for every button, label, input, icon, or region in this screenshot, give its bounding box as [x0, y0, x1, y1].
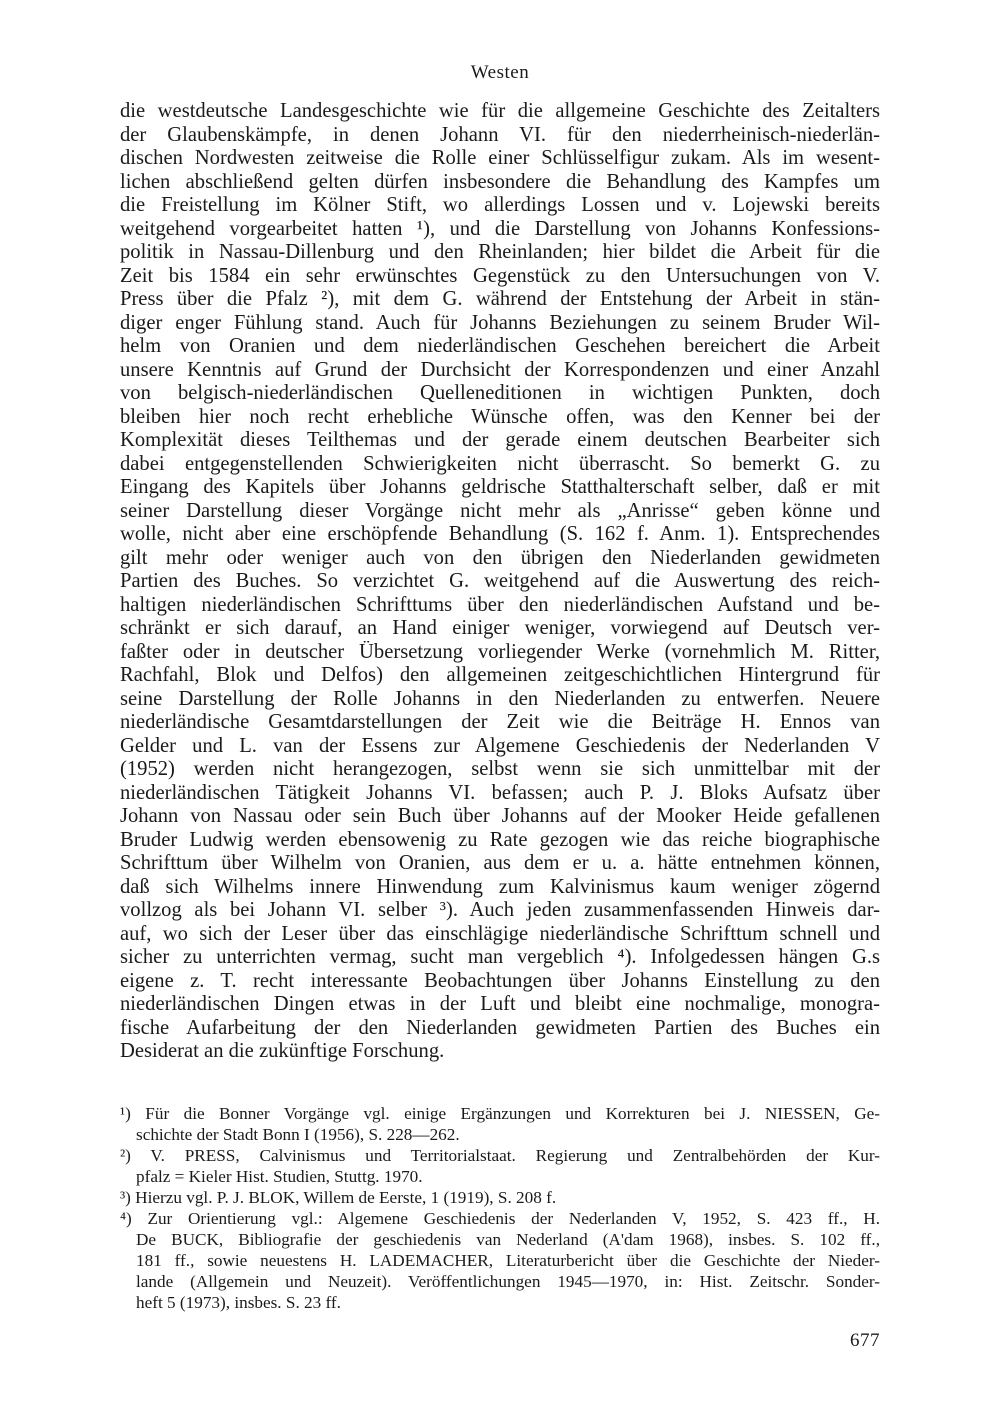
body-line: daß sich Wilhelms innere Hinwendung zum Kalvinismus kaum weniger zögernd [120, 875, 880, 898]
body-line: bleiben hier noch recht erhebliche Wünsche offen, was den Kenner bei der [120, 405, 880, 428]
body-line: dabei entgegenstellenden Schwierigkeiten nicht überrascht. So bemerkt G. zu [120, 452, 880, 475]
body-line: niederländischen Tätigkeit Johanns VI. befassen; auch P. J. Bloks Aufsatz über [120, 781, 880, 804]
body-line: schränkt er sich darauf, an Hand einiger weniger, vorwiegend auf Deutsch ver- [120, 617, 880, 639]
body-line: helm von Oranien und dem niederländischen Geschehen bereichert die Arbeit [120, 335, 880, 357]
body-line: seiner Darstellung dieser Vorgänge nicht mehr als „Anrisse“ geben könne und [120, 499, 880, 522]
body-line: von belgisch-niederländischen Quelleneditionen in wichtigen Punkten, doch [120, 382, 880, 404]
footnote-line: ⁴) Zur Orientierung vgl.: Algemene Geschiedenis der Nederlanden V, 1952, S. 423 ff., H. [120, 1209, 880, 1228]
body-text [120, 100, 880, 1064]
body-line: unsere Kenntnis auf Grund der Durchsicht der Korrespondenzen und einer Anzahl [120, 358, 880, 381]
footnote-line: pfalz = Kieler Hist. Studien, Stuttg. 1970. [136, 1167, 423, 1186]
body-line: (1952) werden nicht herangezogen, selbst wenn sie sich unmittelbar mit der [120, 758, 880, 780]
page-number: 677 [850, 1330, 880, 1351]
footnotes [120, 1103, 880, 1313]
body-line: Desiderat an die zukünftige Forschung. [120, 1040, 445, 1062]
body-line: Schrifttum über Wilhelm von Oranien, aus dem er u. a. hätte entnehmen können, [120, 852, 880, 874]
footnote-line: heft 5 (1973), insbes. S. 23 ff. [136, 1293, 341, 1312]
body-line: lichen abschließend gelten dürfen insbesondere die Behandlung des Kampfes um [120, 170, 880, 193]
body-line: fische Aufarbeitung der den Niederlanden gewidmeten Partien des Buches ein [120, 1016, 880, 1039]
body-line: diger enger Fühlung stand. Auch für Johanns Beziehungen zu seinem Bruder Wil- [120, 311, 880, 334]
body-line: Johann von Nassau oder sein Buch über Johanns auf der Mooker Heide gefallenen [120, 805, 880, 827]
body-line: auf, wo sich der Leser über das einschlägige niederländische Schrifttum schnell und [120, 922, 880, 945]
body-line: vollzog als bei Johann VI. selber ³). Auch jeden zusammenfassenden Hinweis dar- [120, 899, 880, 921]
body-line: die westdeutsche Landesgeschichte wie für die allgemeine Geschichte des Zeitalters [120, 100, 880, 122]
footnote-line: schichte der Stadt Bonn I (1956), S. 228—262. [136, 1125, 460, 1144]
body-line: faßter oder in deutscher Übersetzung vorliegender Werke (vornehmlich M. Ritter, [120, 640, 880, 663]
body-line: haltigen niederländischen Schrifttums über den niederländischen Aufstand und be- [120, 593, 880, 616]
footnote-line: ³) Hierzu vgl. P. J. BLOK, Willem de Eerste, 1 (1919), S. 208 f. [120, 1188, 557, 1207]
body-line: der Glaubenskämpfe, in denen Johann VI. für den niederrheinisch-niederlän- [120, 123, 880, 146]
footnote-line: ²) V. PRESS, Calvinismus und Territorialstaat. Regierung und Zentralbehörden der Kur- [120, 1146, 880, 1165]
body-line: Bruder Ludwig werden ebensowenig zu Rate gezogen wie das reiche biographische [120, 828, 880, 851]
body-line: Press über die Pfalz ²), mit dem G. während der Entstehung der Arbeit in stän- [120, 288, 880, 310]
body-line: Gelder und L. van der Essens zur Algemene Geschiedenis der Nederlanden V [120, 734, 880, 757]
body-line: gilt mehr oder weniger auch von den übrigen den Niederlanden gewidmeten [120, 546, 880, 569]
body-line: Eingang des Kapitels über Johanns geldrische Statthalterschaft selber, daß er mit [120, 476, 880, 498]
footnote-line: lande (Allgemein und Neuzeit). Veröffentlichungen 1945—1970, in: Hist. Zeitschr. Sonder- [136, 1272, 880, 1291]
body-line: Zeit bis 1584 ein sehr erwünschtes Gegenstück zu den Untersuchungen von V. [120, 264, 880, 287]
body-line: sicher zu unterrichten vermag, sucht man vergeblich ⁴). Infolgedessen hängen G.s [120, 946, 880, 968]
footnote-line: De BUCK, Bibliografie der geschiedenis van Nederland (A'dam 1968), insbes. S. 102 ff., [136, 1230, 880, 1249]
body-line: Komplexität dieses Teilthemas und der gerade einem deutschen Bearbeiter sich [120, 429, 880, 451]
body-line: dischen Nordwesten zeitweise die Rolle einer Schlüsselfigur zukam. Als im wesent- [120, 147, 880, 169]
body-line: politik in Nassau-Dillenburg und den Rheinlanden; hier bildet die Arbeit für die [120, 241, 880, 263]
footnote-line: ¹) Für die Bonner Vorgänge vgl. einige Ergänzungen und Korrekturen bei J. NIESSEN, Ge- [120, 1104, 880, 1123]
body-line: niederländische Gesamtdarstellungen der Zeit wie die Beiträge H. Ennos van [120, 711, 880, 733]
body-line: weitgehend vorgearbeitet hatten ¹), und die Darstellung von Johanns Konfessions- [120, 217, 880, 240]
body-line: die Freistellung im Kölner Stift, wo allerdings Lossen und v. Lojewski bereits [120, 194, 880, 216]
running-title: Westen [470, 62, 530, 83]
body-line: niederländischen Dingen etwas in der Luft und bleibt eine nochmalige, monogra- [120, 993, 880, 1015]
body-line: Rachfahl, Blok und Delfos) den allgemeinen zeitgeschichtlichen Hintergrund für [120, 664, 880, 686]
footnote-line: 181 ff., sowie neuestens H. LADEMACHER, Literaturbericht über die Geschichte der Nieder- [136, 1251, 880, 1270]
body-line: Partien des Buches. So verzichtet G. weitgehend auf die Auswertung des reich- [120, 570, 880, 592]
body-line: wolle, nicht aber eine erschöpfende Behandlung (S. 162 f. Anm. 1). Entsprechendes [120, 523, 880, 545]
body-line: eigene z. T. recht interessante Beobachtungen über Johanns Einstellung zu den [120, 969, 880, 992]
body-line: seine Darstellung der Rolle Johanns in den Niederlanden zu entwerfen. Neuere [120, 687, 880, 710]
